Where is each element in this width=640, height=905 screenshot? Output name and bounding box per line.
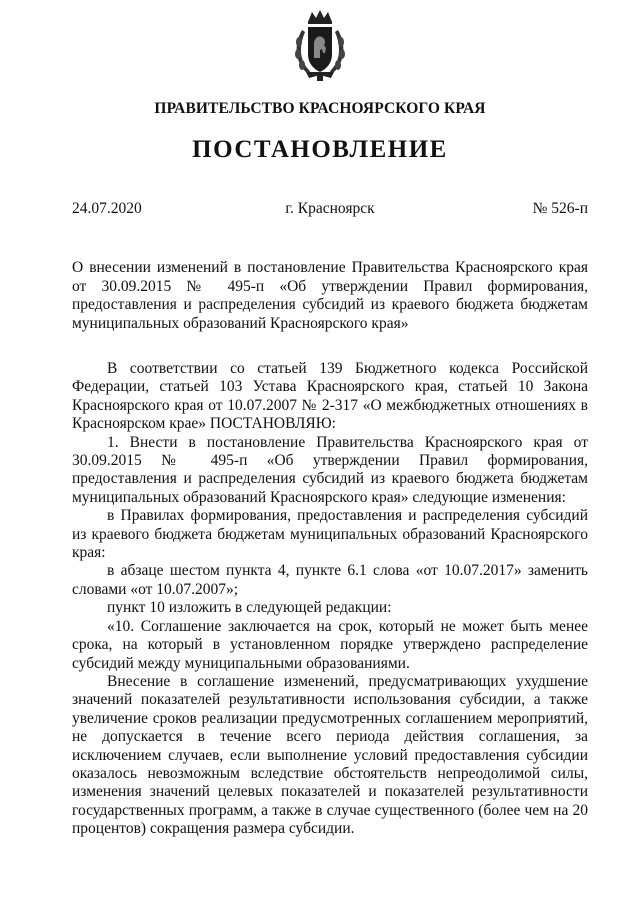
body-paragraph: 1. Внести в постановление Правительства Красноярского края от 30.09.2015 № 495-п «Об утверждении Правил формирования, предоставления и распределения субсидий из краевого бюджета бюджетам муниципальных образований Красноярского края» следующие изменения: [72, 433, 588, 506]
document-type-title: ПОСТАНОВЛЕНИЕ [192, 136, 448, 163]
body-paragraph: в абзаце шестом пункта 4, пункте 6.1 слова «от 10.07.2017» заменить словами «от 10.07.2007»; [72, 562, 588, 598]
document-date: 24.07.2020 [72, 200, 142, 217]
coat-of-arms-icon [290, 8, 350, 83]
body-paragraph: в Правилах формирования, предоставления и распределения субсидий из краевого бюджета бюджетам муниципальных образований Красноярского края: [72, 507, 588, 562]
body-paragraph: В соответствии со статьей 139 Бюджетного кодекса Российской Федерации, статьей 103 Устава Красноярского края, статьей 10 Закона Красноярского края от 10.07.2007 № 2-317 «О межбюджетных отношениях в Красноярском крае» ПОСТАНОВЛЯЮ: [72, 360, 588, 433]
document-meta-row [72, 200, 588, 222]
body-paragraph: пункт 10 изложить в следующей редакции: [107, 599, 392, 617]
document-body [72, 360, 588, 839]
document-number: № 526-п [532, 200, 588, 217]
document-subject: О внесении изменений в постановление Правительства Красноярского края от 30.09.2015 № 495-п «Об утверждении Правил формирования, предоставления и распределения субсидий из краевого бюджета бюджетам муниципальных образований Красноярского края» [72, 259, 588, 332]
body-paragraph: «10. Соглашение заключается на срок, который не может быть менее срока, на который в установленном порядке утверждено распределение субсидий между муниципальными образованиями. [72, 617, 588, 672]
document-city: г. Красноярск [285, 200, 375, 217]
government-title: ПРАВИТЕЛЬСТВО КРАСНОЯРСКОГО КРАЯ [154, 100, 486, 117]
body-paragraph: Внесение в соглашение изменений, предусматривающих ухудшение значений показателей результативности использования субсидии, а также увеличение сроков реализации предусмотренных соглашением мероприятий, не допускается в течение всего периода действия соглашения, за исключением случаев, если выполнение условий предоставления субсидии оказалось невозможным вследствие обстоятельств непреодолимой силы, изменения значений целевых показателей и показателей результативности государственных программ, а также в случае существенного (более чем на 20 процентов) сокращения размера субсидии. [72, 672, 588, 838]
